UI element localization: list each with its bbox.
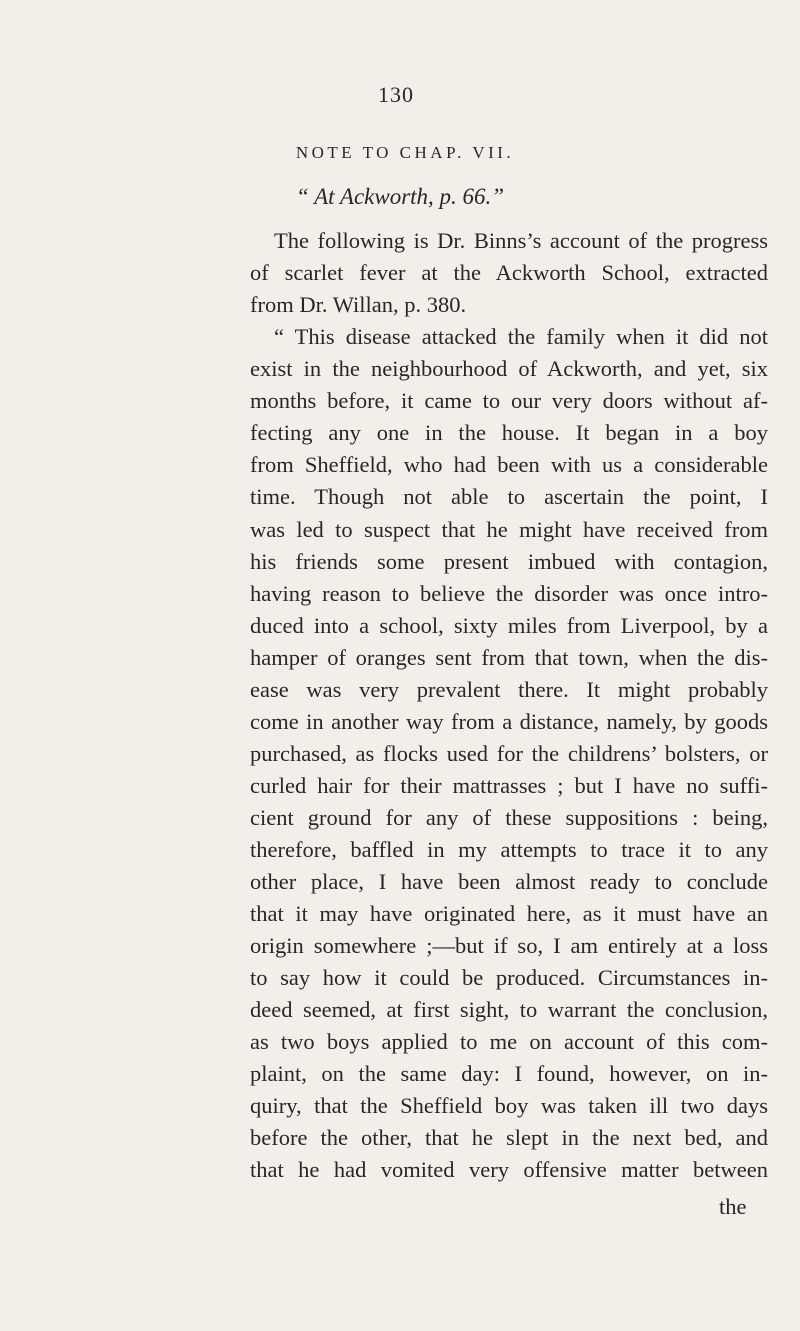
- chapter-note-heading: NOTE TO CHAP. VII.: [295, 143, 515, 162]
- text-line: quiry, that the Sheffield boy was taken ill two days: [250, 1093, 768, 1119]
- text-line: plaint, on the same day: I found, however, on in-: [250, 1061, 768, 1087]
- text-line: to say how it could be produced. Circumstances in-: [250, 965, 768, 991]
- text-line: that he had vomited very offensive matter between: [250, 1157, 768, 1183]
- text-line: of scarlet fever at the Ackworth School, extracted: [250, 260, 768, 286]
- text-line: other place, I have been almost ready to conclude: [250, 869, 768, 894]
- text-line: duced into a school, sixty miles from Liverpool, by a: [250, 612, 768, 638]
- text-line: time. Though not able to ascertain the point, I: [250, 484, 768, 510]
- text-line: curled hair for their mattrasses ; but I have no suffi-: [250, 772, 768, 798]
- text-line: ease was very prevalent there. It might probably: [250, 676, 768, 702]
- text-line: origin somewhere ;—but if so, I am entirely at a loss: [250, 933, 768, 959]
- text-line: hamper of oranges sent from that town, when the dis-: [250, 644, 768, 670]
- text-line: therefore, baffled in my attempts to trace it to any: [250, 836, 768, 862]
- text-line: cient ground for any of these suppositions : being,: [250, 804, 768, 830]
- catchword: the: [719, 1194, 747, 1219]
- text-line: “ This disease attacked the family when it did not: [274, 324, 768, 350]
- text-line: exist in the neighbourhood of Ackworth, and yet, six: [250, 356, 768, 382]
- text-line: fecting any one in the house. It began in a boy: [250, 420, 768, 446]
- text-line: that it may have originated here, as it must have an: [250, 901, 768, 926]
- text-line: his friends some present imbued with contagion,: [250, 548, 768, 574]
- text-line: was led to suspect that he might have received from: [250, 516, 768, 542]
- page-number: 130: [378, 82, 414, 107]
- text-line: The following is Dr. Binns’s account of the progress: [274, 228, 768, 253]
- reference-line: “ At Ackworth, p. 66.”: [296, 184, 505, 209]
- text-line: deed seemed, at first sight, to warrant the conclusion,: [250, 997, 768, 1023]
- text-line: come in another way from a distance, namely, by goods: [250, 708, 768, 734]
- text-line: before the other, that he slept in the next bed, and: [250, 1125, 768, 1151]
- text-line: as two boys applied to me on account of this com-: [250, 1029, 768, 1055]
- text-line: purchased, as flocks used for the childrens’ bolsters, or: [250, 740, 768, 766]
- text-line: from Sheffield, who had been with us a considerable: [250, 452, 768, 478]
- text-line: from Dr. Willan, p. 380.: [250, 292, 467, 318]
- text-line: having reason to believe the disorder was once intro-: [250, 580, 768, 606]
- text-line: months before, it came to our very doors without af-: [250, 388, 768, 414]
